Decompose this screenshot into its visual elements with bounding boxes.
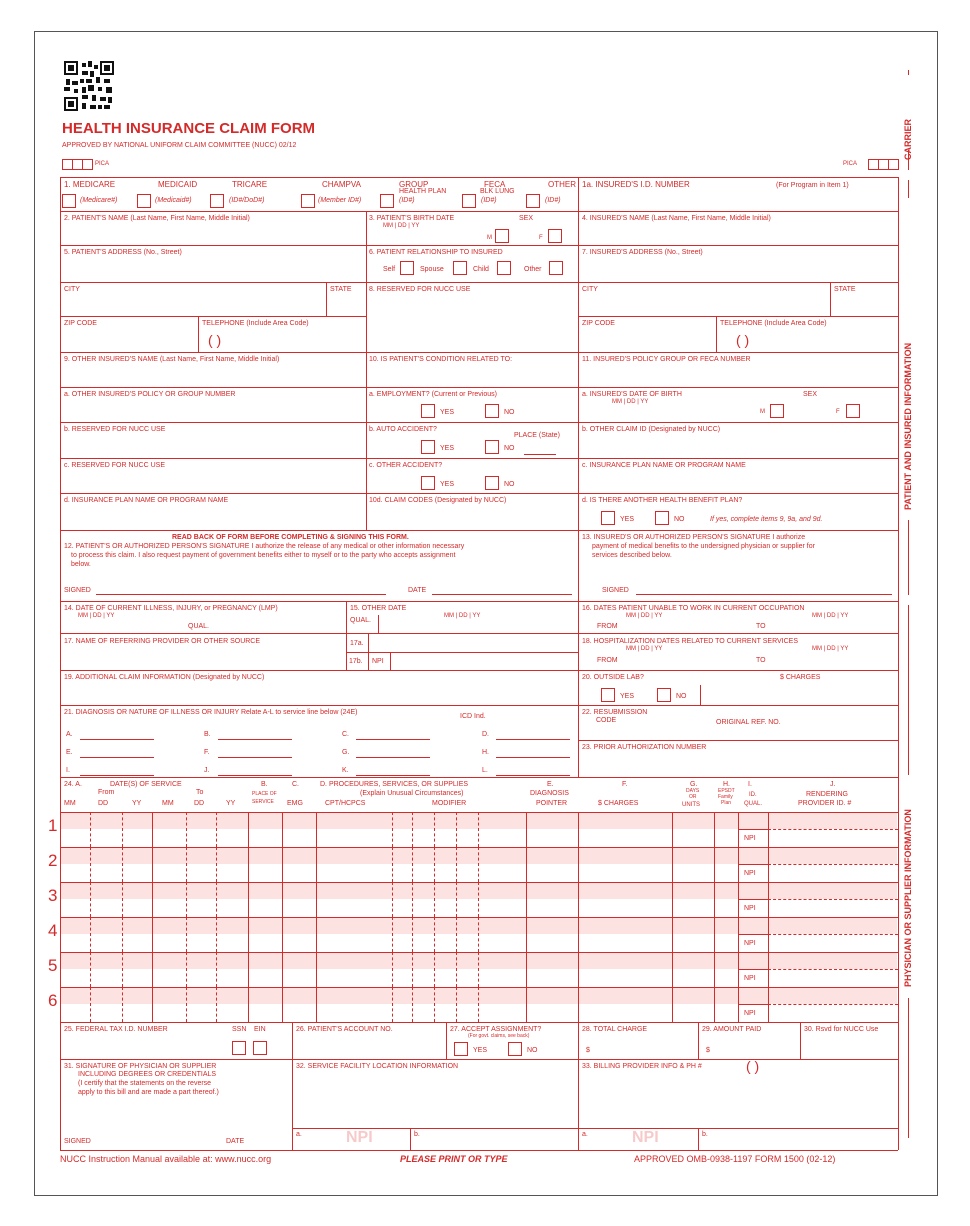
pica-left-box-3[interactable]: [82, 159, 93, 170]
other-date-qual: QUAL.: [350, 617, 372, 624]
outside-lab-charges: $ CHARGES: [780, 674, 821, 681]
sig13-signed-label: SIGNED: [602, 587, 629, 594]
group-sub: (ID#): [399, 197, 415, 204]
medicaid-checkbox[interactable]: [137, 194, 151, 208]
insured-dob-label: a. INSURED'S DATE OF BIRTH: [582, 391, 682, 398]
service-line-npi-label: NPI: [744, 835, 756, 842]
sig13-line2: payment of medical benefits to the undersigned physician or supplier for: [592, 543, 815, 550]
f17b-label: 17b.: [349, 658, 363, 665]
insured-sex-f-checkbox[interactable]: [846, 404, 860, 418]
f24-cpt: CPT/HCPCS: [325, 800, 366, 807]
service-line-number: 1: [48, 816, 58, 835]
insured-id-label: 1a. INSURED'S I.D. NUMBER: [582, 180, 690, 189]
insured-name-label: 4. INSURED'S NAME (Last Name, First Name, Middle Initial): [582, 215, 771, 222]
another-plan-no-label: NO: [674, 516, 685, 523]
hosp-from: FROM: [597, 657, 618, 664]
other-claim-id-label: b. OTHER CLAIM ID (Designated by NUCC): [582, 426, 721, 433]
accept-assignment-label: 27. ACCEPT ASSIGNMENT?: [450, 1026, 542, 1033]
f24i-label: I.: [748, 781, 752, 788]
auto-yes-checkbox[interactable]: [421, 440, 435, 454]
patient-name-label: 2. PATIENT'S NAME (Last Name, First Name, Middle Initial): [64, 215, 250, 222]
champva-label: CHAMPVA: [322, 180, 361, 189]
group-checkbox[interactable]: [380, 194, 394, 208]
birth-date-mmddyy: MM | DD | YY: [383, 223, 420, 229]
diag-line-l[interactable]: [496, 775, 570, 776]
insured-id-note: (For Program in Item 1): [776, 182, 849, 189]
sig12-line3: below.: [71, 561, 91, 568]
f32a-label: a.: [296, 1131, 302, 1138]
insured-sex-m-checkbox[interactable]: [770, 404, 784, 418]
another-plan-yes-checkbox[interactable]: [601, 511, 615, 525]
diag-letter-d: D.: [482, 731, 489, 738]
f24-family: Family: [718, 794, 733, 800]
patient-address-label: 5. PATIENT'S ADDRESS (No., Street): [64, 249, 182, 256]
f17b-npi-label: NPI: [372, 658, 384, 665]
approved-note: APPROVED BY NATIONAL UNIFORM CLAIM COMMITTEE (NUCC) 02/12: [62, 142, 297, 149]
diag-line-e[interactable]: [80, 757, 154, 758]
f33b-label: b.: [702, 1131, 708, 1138]
diag-letter-i: I.: [66, 767, 70, 774]
f24-diag: DIAGNOSIS: [530, 790, 569, 797]
sex-label: SEX: [519, 215, 534, 222]
feca-checkbox[interactable]: [462, 194, 476, 208]
medicare-label: 1. MEDICARE: [64, 180, 116, 189]
diag-letter-j: J.: [204, 767, 210, 774]
current-illness-qual: QUAL.: [188, 623, 210, 630]
qr-code: [64, 61, 114, 111]
other-accident-label: c. OTHER ACCIDENT?: [369, 462, 443, 469]
f24d-sub: (Explain Unusual Circumstances): [360, 790, 464, 797]
diag-letter-f: F.: [204, 749, 210, 756]
insured-zip-label: ZIP CODE: [582, 320, 615, 327]
insured-tel-paren: ( ): [736, 332, 750, 348]
current-illness-mmddyy: MM | DD | YY: [78, 613, 115, 619]
total-charge-label: 28. TOTAL CHARGE: [582, 1026, 648, 1033]
place-state-label: PLACE (State): [514, 432, 560, 439]
f33a-label: a.: [582, 1131, 588, 1138]
accept-assignment-note: (For govt. claims, see back): [468, 1033, 530, 1039]
rel-spouse-checkbox[interactable]: [453, 261, 467, 275]
pica-right-label: PICA: [843, 161, 858, 167]
physician-date-label: DATE: [226, 1138, 245, 1145]
f24-units: UNITS: [682, 802, 700, 808]
another-plan-note: If yes, complete items 9, 9a, and 9d.: [710, 516, 823, 523]
form-title: HEALTH INSURANCE CLAIM FORM: [62, 120, 316, 137]
f24c-label: C.: [292, 781, 299, 788]
insured-tel-label: TELEPHONE (Include Area Code): [720, 320, 827, 327]
f24-to: To: [196, 789, 204, 796]
diag-line-c[interactable]: [356, 739, 430, 740]
insured-sex-label: SEX: [803, 391, 818, 398]
relationship-label: 6. PATIENT RELATIONSHIP TO INSURED: [369, 249, 503, 256]
side-label-physician: PHYSICIAN OR SUPPLIER INFORMATION: [903, 809, 913, 987]
rel-other-label: Other: [524, 266, 542, 273]
diag-line-i[interactable]: [80, 775, 154, 776]
auto-no-label: NO: [504, 445, 515, 452]
reserved-9c-label: c. RESERVED FOR NUCC USE: [64, 462, 165, 469]
f24-yy2: YY: [226, 800, 236, 807]
auto-accident-label: b. AUTO ACCIDENT?: [369, 426, 437, 433]
policy-group-label: 11. INSURED'S POLICY GROUP OR FECA NUMBER: [582, 356, 751, 363]
rel-spouse-label: Spouse: [420, 266, 444, 273]
medicaid-sub: (Medicaid#): [155, 197, 192, 204]
pica-left-label: PICA: [95, 161, 110, 167]
f24-plan: Plan: [721, 800, 732, 806]
sex-m-checkbox[interactable]: [495, 229, 509, 243]
hosp-from-mmddyy: MM | DD | YY: [626, 646, 663, 652]
auto-yes-label: YES: [440, 445, 455, 452]
patient-tel-paren: ( ): [208, 332, 222, 348]
champva-sub: (Member ID#): [318, 197, 362, 204]
resubmission-code: CODE: [596, 717, 617, 724]
insurance-plan-label: c. INSURANCE PLAN NAME OR PROGRAM NAME: [582, 462, 746, 469]
sex-f-checkbox[interactable]: [548, 229, 562, 243]
f24d-label: D. PROCEDURES, SERVICES, OR SUPPLIES: [320, 781, 469, 788]
diagnosis-label: 21. DIAGNOSIS OR NATURE OF ILLNESS OR INJURY Relate A-L to service line below (24E): [64, 709, 358, 716]
f17a-label: 17a.: [350, 640, 364, 647]
employment-no-label: NO: [504, 409, 515, 416]
birth-date-label: 3. PATIENT'S BIRTH DATE: [369, 215, 455, 222]
unable-work-to: TO: [756, 623, 766, 630]
reserved-8-label: 8. RESERVED FOR NUCC USE: [369, 286, 471, 293]
original-ref-label: ORIGINAL REF. NO.: [716, 719, 781, 726]
insured-dob-mmddyy: MM | DD | YY: [612, 399, 649, 405]
f24b-label: B.: [261, 781, 268, 788]
service-line-number: 4: [48, 921, 58, 940]
another-plan-no-checkbox[interactable]: [655, 511, 669, 525]
f24-dates-label: DATE(S) OF SERVICE: [110, 781, 182, 788]
physician-sig-line4: apply to this bill and are made a part thereof.): [78, 1089, 219, 1096]
accept-no-checkbox[interactable]: [508, 1042, 522, 1056]
tax-id-label: 25. FEDERAL TAX I.D. NUMBER: [64, 1026, 168, 1033]
service-line-number: 6: [48, 991, 58, 1010]
account-no-label: 26. PATIENT'S ACCOUNT NO.: [296, 1026, 393, 1033]
another-plan-yes-label: YES: [620, 516, 635, 523]
diag-letter-a: A.: [66, 731, 73, 738]
f24-mm1: MM: [64, 800, 76, 807]
f24-modifier: MODIFIER: [432, 800, 467, 807]
diag-letter-g: G.: [342, 749, 350, 756]
patient-city-label: CITY: [64, 286, 80, 293]
f24-place: PLACE OF: [252, 791, 277, 797]
f24-dd2: DD: [194, 800, 205, 807]
f24-epsdt: EPSDT: [718, 788, 735, 794]
referring-provider-label: 17. NAME OF REFERRING PROVIDER OR OTHER SOURCE: [64, 638, 261, 645]
accept-yes-checkbox[interactable]: [454, 1042, 468, 1056]
patient-zip-label: ZIP CODE: [64, 320, 97, 327]
f24-pointer: POINTER: [536, 800, 568, 807]
facility-location-label: 32. SERVICE FACILITY LOCATION INFORMATION: [296, 1063, 459, 1070]
diag-line-k[interactable]: [356, 775, 430, 776]
f24f-label: F.: [622, 781, 628, 788]
hospitalization-label: 18. HOSPITALIZATION DATES RELATED TO CURRENT SERVICES: [582, 638, 799, 645]
other-checkbox[interactable]: [526, 194, 540, 208]
unable-work-from: FROM: [597, 623, 618, 630]
diag-line-j[interactable]: [218, 775, 292, 776]
f24-mm2: MM: [162, 800, 174, 807]
footer-manual: NUCC Instruction Manual available at: www.nucc.org: [60, 1154, 272, 1164]
diag-letter-c: C.: [342, 731, 349, 738]
f24a-label: 24. A.: [64, 781, 82, 788]
f24-emg: EMG: [287, 800, 303, 807]
diag-letter-b: B.: [204, 731, 211, 738]
billing-provider-paren: ( ): [746, 1058, 760, 1074]
ssn-checkbox[interactable]: [232, 1041, 246, 1055]
ein-label: EIN: [254, 1026, 266, 1033]
diag-line-b[interactable]: [218, 739, 292, 740]
prior-auth-label: 23. PRIOR AUTHORIZATION NUMBER: [582, 744, 707, 751]
medicare-checkbox[interactable]: [62, 194, 76, 208]
current-illness-label: 14. DATE OF CURRENT ILLNESS, INJURY, or PREGNANCY (LMP): [64, 605, 278, 612]
other-accident-no-label: NO: [504, 481, 515, 488]
f24-rendering: RENDERING: [806, 791, 849, 798]
diag-letter-l: L.: [482, 767, 488, 774]
footer-print: PLEASE PRINT OR TYPE: [400, 1154, 508, 1164]
unable-work-to-mmddyy: MM | DD | YY: [812, 613, 849, 619]
ssn-label: SSN: [232, 1026, 247, 1033]
service-line-number: 2: [48, 851, 58, 870]
f24h-label: H.: [723, 781, 730, 788]
service-line-npi-label: NPI: [744, 940, 756, 947]
hosp-to: TO: [756, 657, 766, 664]
additional-claim-label: 19. ADDITIONAL CLAIM INFORMATION (Designated by NUCC): [64, 674, 265, 681]
reserved-30-label: 30. Rsvd for NUCC Use: [804, 1026, 879, 1033]
auto-no-checkbox[interactable]: [485, 440, 499, 454]
patient-state-label: STATE: [330, 286, 352, 293]
other-insured-name-label: 9. OTHER INSURED'S NAME (Last Name, First Name, Middle Initial): [64, 356, 280, 363]
insurance-plan-9d-label: d. INSURANCE PLAN NAME OR PROGRAM NAME: [64, 497, 229, 504]
side-label-carrier: CARRIER: [903, 118, 913, 160]
tricare-sub: (ID#/DoD#): [229, 197, 265, 204]
employment-yes-checkbox[interactable]: [421, 404, 435, 418]
accept-no-label: NO: [527, 1047, 538, 1054]
f24-from: From: [98, 789, 115, 796]
rel-child-checkbox[interactable]: [497, 261, 511, 275]
f24g-label: G.: [690, 781, 698, 788]
service-line-npi-label: NPI: [744, 905, 756, 912]
service-line-npi-label: NPI: [744, 1010, 756, 1017]
other-accident-yes-checkbox[interactable]: [421, 476, 435, 490]
feca-sub: (ID#): [481, 197, 497, 204]
diag-letter-e: E.: [66, 749, 73, 756]
f24-charges: $ CHARGES: [598, 800, 639, 807]
employment-label: a. EMPLOYMENT? (Current or Previous): [369, 391, 497, 398]
physician-sig-line2: INCLUDING DEGREES OR CREDENTIALS: [78, 1071, 217, 1078]
insured-sex-m-label: M: [760, 409, 765, 415]
f24j-label: J.: [830, 781, 836, 788]
amount-paid-dollar: $: [706, 1047, 710, 1054]
sig12-signed-label: SIGNED: [64, 587, 91, 594]
feca-label: FECA: [484, 180, 506, 189]
total-charge-dollar: $: [586, 1047, 590, 1054]
rel-child-label: Child: [473, 266, 489, 273]
tricare-checkbox[interactable]: [210, 194, 224, 208]
outside-lab-no-checkbox[interactable]: [657, 688, 671, 702]
diag-line-d[interactable]: [496, 739, 570, 740]
f24e-label: E.: [547, 781, 554, 788]
another-plan-label: d. IS THERE ANOTHER HEALTH BENEFIT PLAN?: [582, 497, 743, 504]
feca-label-2: BLK LUNG: [480, 188, 515, 195]
billing-provider-label: 33. BILLING PROVIDER INFO & PH #: [582, 1063, 702, 1070]
resubmission-label: 22. RESUBMISSION: [582, 709, 648, 716]
icd-ind-label: ICD Ind.: [460, 713, 486, 720]
service-line-number: 5: [48, 956, 58, 975]
outside-lab-no-label: NO: [676, 693, 687, 700]
diag-letter-h: H.: [482, 749, 489, 756]
unable-work-label: 16. DATES PATIENT UNABLE TO WORK IN CURRENT OCCUPATION: [582, 605, 805, 612]
f24-iqual: QUAL.: [744, 801, 763, 807]
side-arrow-line: [908, 70, 909, 75]
f32b-label: b.: [414, 1131, 420, 1138]
condition-related-label: 10. IS PATIENT'S CONDITION RELATED TO:: [369, 356, 513, 363]
employment-no-checkbox[interactable]: [485, 404, 499, 418]
diag-line-g[interactable]: [356, 757, 430, 758]
other-accident-no-checkbox[interactable]: [485, 476, 499, 490]
f32a-npi-watermark: NPI: [346, 1129, 373, 1146]
other-policy-label: a. OTHER INSURED'S POLICY OR GROUP NUMBER: [64, 391, 236, 398]
service-line-number: 3: [48, 886, 58, 905]
f24-id: ID.: [749, 792, 757, 798]
footer-omb: APPROVED OMB-0938-1197 FORM 1500 (02-12): [634, 1154, 836, 1164]
f24-dd1: DD: [98, 800, 109, 807]
outside-lab-yes-checkbox[interactable]: [601, 688, 615, 702]
physician-signed-label: SIGNED: [64, 1138, 91, 1145]
insured-state-label: STATE: [834, 286, 856, 293]
group-label-2: HEALTH PLAN: [399, 188, 447, 195]
rel-self-label: Self: [383, 266, 396, 273]
insured-city-label: CITY: [582, 286, 598, 293]
f33a-npi-watermark: NPI: [632, 1129, 659, 1146]
service-line-npi-label: NPI: [744, 975, 756, 982]
other-date-label: 15. OTHER DATE: [350, 605, 407, 612]
hosp-to-mmddyy: MM | DD | YY: [812, 646, 849, 652]
f24-days: DAYS: [686, 788, 700, 794]
patient-tel-label: TELEPHONE (Include Area Code): [202, 320, 309, 327]
f24-service: SERVICE: [252, 799, 274, 805]
unable-work-from-mmddyy: MM | DD | YY: [626, 613, 663, 619]
f24-yy1: YY: [132, 800, 142, 807]
diag-line-a[interactable]: [80, 739, 154, 740]
sig12-date-label: DATE: [408, 587, 427, 594]
physician-sig-line3: (I certify that the statements on the reverse: [78, 1080, 212, 1087]
other-date-mmddyy: MM | DD | YY: [444, 613, 481, 619]
insured-address-label: 7. INSURED'S ADDRESS (No., Street): [582, 249, 703, 256]
tricare-label: TRICARE: [232, 180, 268, 189]
employment-yes-label: YES: [440, 409, 455, 416]
medicaid-label: MEDICAID: [158, 180, 198, 189]
diag-line-f[interactable]: [218, 757, 292, 758]
side-label-patient: PATIENT AND INSURED INFORMATION: [903, 342, 913, 510]
sig12-line1: 12. PATIENT'S OR AUTHORIZED PERSON'S SIGNATURE I authorize the release of any medical or other information necessary: [64, 543, 465, 550]
read-back-note: READ BACK OF FORM BEFORE COMPLETING & SIGNING THIS FORM.: [172, 534, 409, 541]
accept-yes-label: YES: [473, 1047, 488, 1054]
f24-or: OR: [689, 794, 697, 800]
sex-f-label: F: [539, 235, 543, 241]
rel-other-checkbox[interactable]: [549, 261, 563, 275]
group-label: GROUP: [399, 180, 429, 189]
sig13-line1: 13. INSURED'S OR AUTHORIZED PERSON'S SIGNATURE I authorize: [582, 534, 806, 541]
pica-right-box-3[interactable]: [888, 159, 899, 170]
sig12-line2: to process this claim. I also request payment of government benefits either to myself or to the party who accepts assignment: [71, 552, 456, 559]
diag-line-h[interactable]: [496, 757, 570, 758]
champva-checkbox[interactable]: [301, 194, 315, 208]
outside-lab-yes-label: YES: [620, 693, 635, 700]
claim-codes-label: 10d. CLAIM CODES (Designated by NUCC): [369, 497, 507, 504]
insured-sex-f-label: F: [836, 409, 840, 415]
sex-m-label: M: [487, 235, 492, 241]
outside-lab-label: 20. OUTSIDE LAB?: [582, 674, 644, 681]
medicare-sub: (Medicare#): [80, 197, 118, 204]
other-sub: (ID#): [545, 197, 561, 204]
ein-checkbox[interactable]: [253, 1041, 267, 1055]
service-line-npi-label: NPI: [744, 870, 756, 877]
other-label: OTHER: [548, 180, 576, 189]
sig13-line3: services described below.: [592, 552, 672, 559]
f24-provider: PROVIDER ID. #: [798, 800, 852, 807]
diag-letter-k: K.: [342, 767, 349, 774]
rel-self-checkbox[interactable]: [400, 261, 414, 275]
reserved-9b-label: b. RESERVED FOR NUCC USE: [64, 426, 166, 433]
amount-paid-label: 29. AMOUNT PAID: [702, 1026, 762, 1033]
physician-sig-line1: 31. SIGNATURE OF PHYSICIAN OR SUPPLIER: [64, 1063, 217, 1070]
other-accident-yes-label: YES: [440, 481, 455, 488]
